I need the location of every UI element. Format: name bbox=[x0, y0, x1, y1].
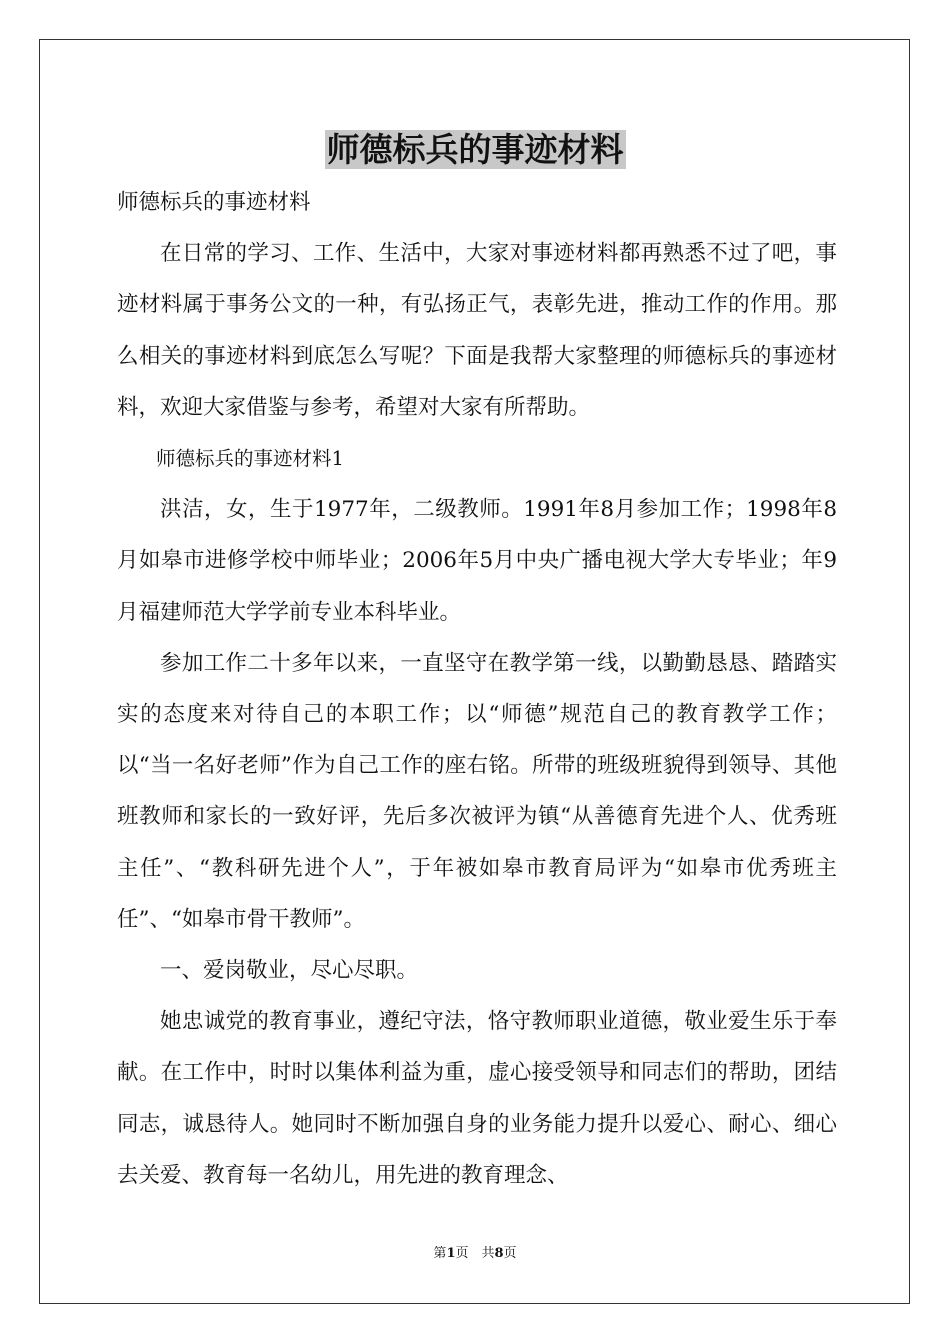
page-footer bbox=[0, 1245, 950, 1263]
page-prefix: 第 bbox=[433, 1246, 447, 1261]
document-subtitle: 师德标兵的事迹材料 bbox=[117, 190, 311, 215]
intro-paragraph: 在日常的学习、工作、生活中，大家对事迹材料都再熟悉不过了吧，事迹材料属于事务公文的一种，有弘扬正气，表彰先进，推动工作的作用。那么相关的事迹材料到底怎么写呢？下面是我帮大家整理的师德标兵的事迹材料，欢迎大家借鉴与参考，希望对大家有所帮助。 bbox=[117, 241, 837, 420]
document-body bbox=[117, 177, 837, 1201]
page-total: 8 bbox=[494, 1246, 504, 1261]
page-current: 1 bbox=[446, 1246, 456, 1261]
document-title bbox=[0, 128, 950, 172]
dedication-paragraph: 她忠诚党的教育事业，遵纪守法，恪守教师职业道德，敬业爱生乐于奉献。在工作中，时时以集体利益为重，虚心接受领导和同志们的帮助，团结同志，诚恳待人。她同时不断加强自身的业务能力提升以爱心、耐心、细心去关爱、教育每一名幼儿，用先进的教育理念、 bbox=[117, 1009, 837, 1188]
profile-paragraph: 洪洁，女，生于1977年，二级教师。1991年8月参加工作；1998年8月如皋市进修学校中师毕业；2006年5月中央广播电视大学大专毕业；年9月福建师范大学学前专业本科毕业。 bbox=[117, 497, 837, 625]
document-title-text: 师德标兵的事迹材料 bbox=[326, 130, 624, 169]
career-paragraph: 参加工作二十多年以来，一直坚守在教学第一线，以勤勤恳恳、踏踏实实的态度来对待自己的本职工作；以“师德”规范自己的教育教学工作；以“当一名好老师”作为自己工作的座右铭。所带的班级班貌得到领导、其他班教师和家长的一致好评，先后多次被评为镇“从善德育先进个人、优秀班主任”、“教科研先进个人”，于年被如皋市教育局评为“如皋市优秀班主任”、“如皋市骨干教师”。 bbox=[117, 650, 837, 932]
page-mid: 页 共 bbox=[455, 1246, 495, 1261]
page-suffix: 页 bbox=[503, 1246, 517, 1261]
section-heading: 师德标兵的事迹材料1 bbox=[156, 447, 344, 471]
point-heading: 一、爱岗敬业，尽心尽职。 bbox=[160, 958, 419, 984]
